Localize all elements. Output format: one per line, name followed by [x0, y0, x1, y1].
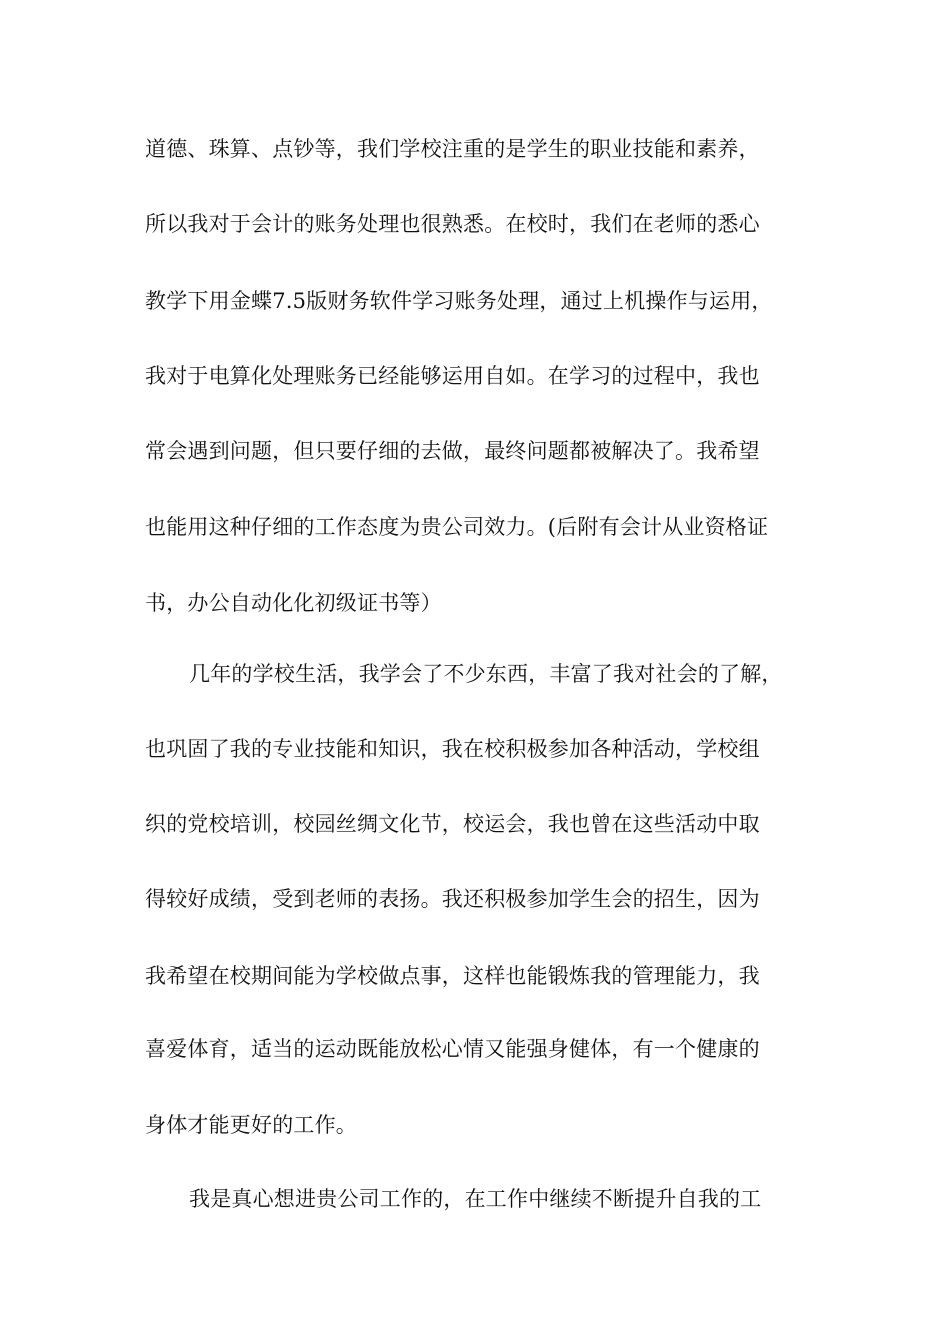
paragraph-2-line-1: 几年的学校生活，我学会了不少东西，丰富了我对社会的了解， [189, 662, 783, 686]
paragraph-2-line-6: 喜爱体育，适当的运动既能放松心情又能强身健体，有一个健康的 [145, 1037, 760, 1061]
paragraph-1-line-4: 我对于电算化处理账务已经能够运用自如。在学习的过程中，我也 [145, 364, 760, 388]
paragraph-1-line-6: 也能用这种仔细的工作态度为贵公司效力。(后附有会计从业资格证 [145, 515, 769, 539]
paragraph-1-line-2: 所以我对于会计的账务处理也很熟悉。在校时，我们在老师的悉心 [145, 212, 760, 236]
paragraph-2-line-2: 也巩固了我的专业技能和知识，我在校积极参加各种活动，学校组 [145, 737, 760, 761]
paragraph-1-line-5: 常会遇到问题，但只要仔细的去做，最终问题都被解决了。我希望 [145, 439, 760, 463]
paragraph-1-line-3: 教学下用金蝶7.5版财务软件学习账务处理，通过上机操作与运用， [145, 289, 773, 313]
paragraph-3-line-1: 我是真心想进贵公司工作的，在工作中继续不断提升自我的工 [189, 1187, 762, 1211]
paragraph-2-line-4: 得较好成绩，受到老师的表扬。我还积极参加学生会的招生，因为 [145, 887, 760, 911]
paragraph-1-line-1: 道德、珠算、点钞等，我们学校注重的是学生的职业技能和素养， [145, 137, 760, 161]
paragraph-1-line-7: 书，办公自动化化初级证书等） [145, 591, 442, 615]
paragraph-2-line-7: 身体才能更好的工作。 [145, 1113, 357, 1137]
paragraph-2-line-5: 我希望在校期间能为学校做点事，这样也能锻炼我的管理能力，我 [145, 964, 760, 988]
paragraph-2-line-3: 织的党校培训，校园丝绸文化节，校运会，我也曾在这些活动中取 [145, 812, 760, 836]
